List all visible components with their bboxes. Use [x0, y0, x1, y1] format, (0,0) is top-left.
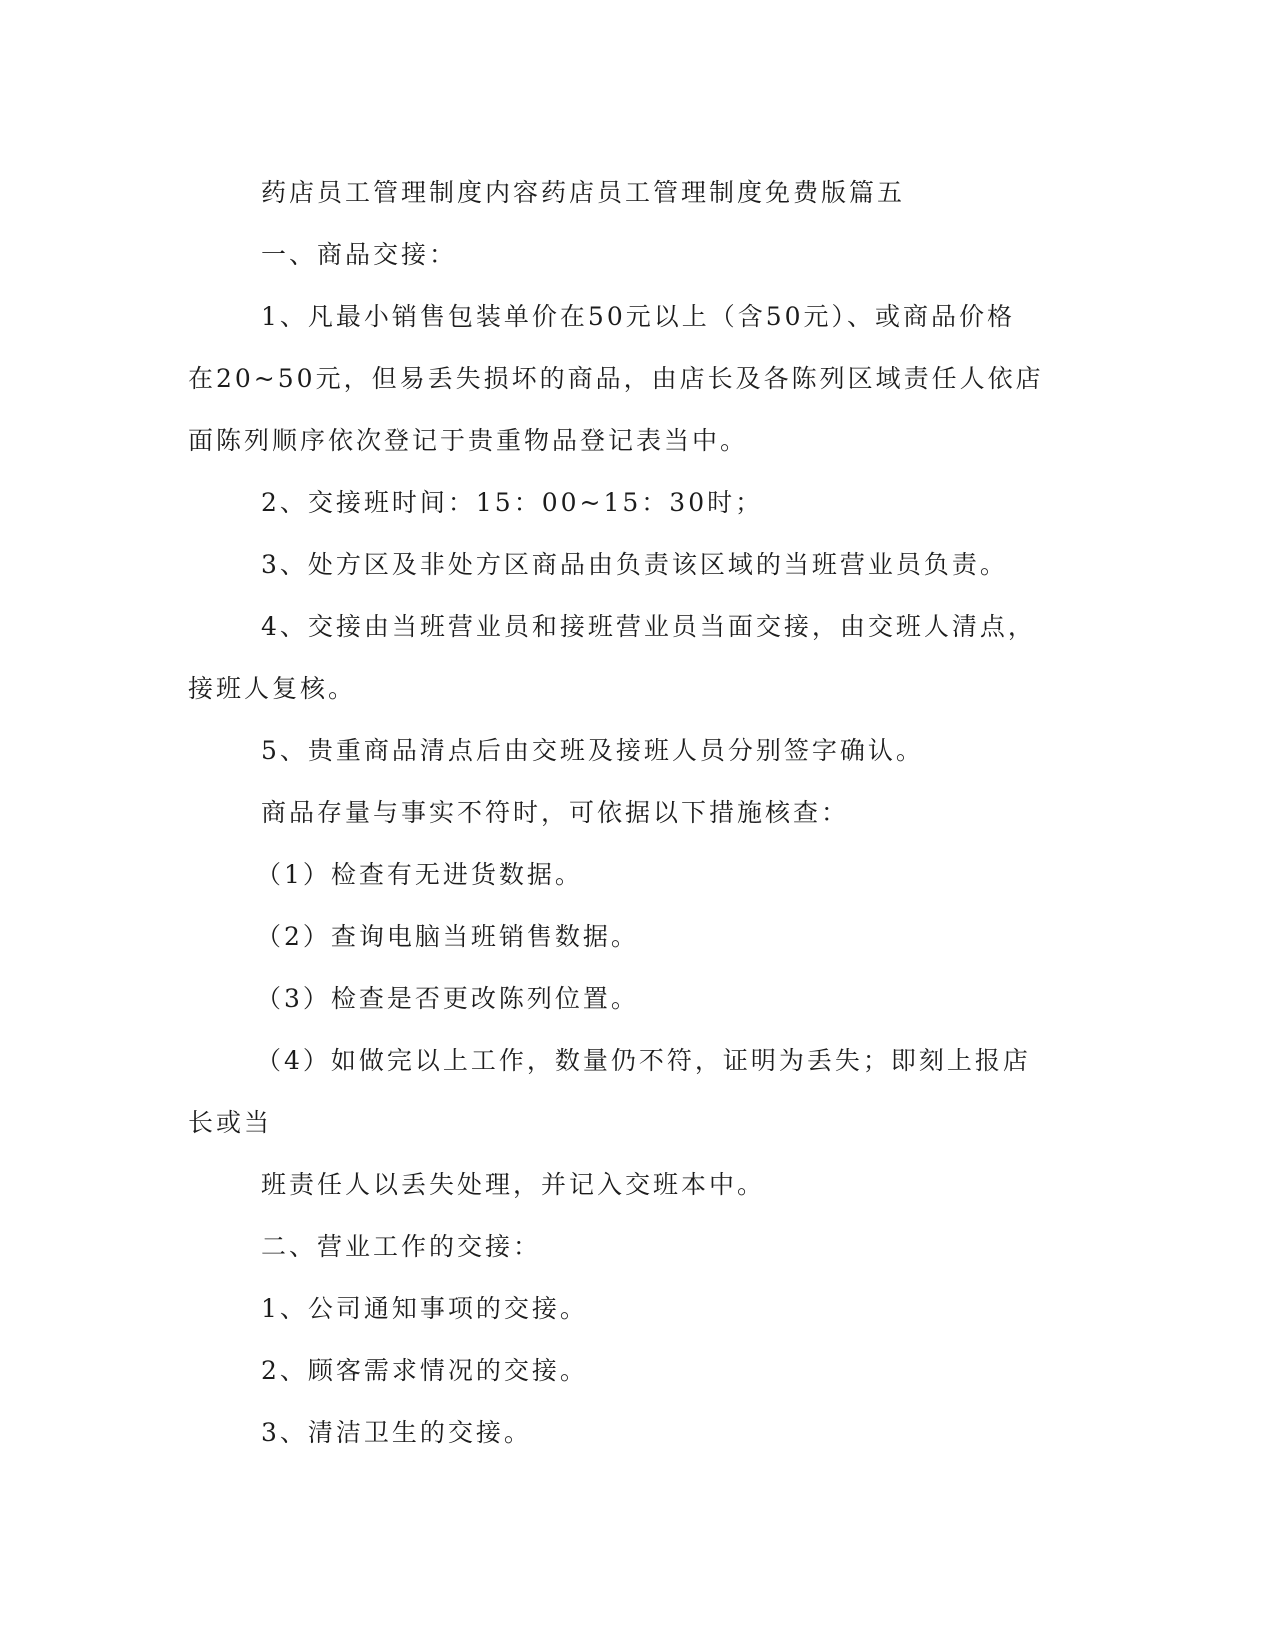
section-heading-1: 一、商品交接： [261, 240, 458, 269]
list-item: （2）查询电脑当班销售数据。 [256, 922, 639, 951]
paragraph-line: 5、贵重商品清点后由交班及接班人员分别签字确认。 [261, 736, 924, 765]
section-heading-2: 二、营业工作的交接： [261, 1232, 542, 1261]
paragraph-line: 1、凡最小销售包装单价在50元以上（含50元）、或商品价格 [261, 302, 1016, 331]
list-item: （4）如做完以上工作，数量仍不符，证明为丢失；即刻上报店 [256, 1046, 1031, 1075]
document-body [188, 162, 1068, 1464]
paragraph-line: 接班人复核。 [188, 674, 357, 703]
paragraph-line: 长或当 [188, 1108, 273, 1137]
list-item: （1）检查有无进货数据。 [256, 860, 583, 889]
paragraph-line: 面陈列顺序依次登记于贵重物品登记表当中。 [188, 426, 749, 455]
list-item: 2、顾客需求情况的交接。 [261, 1356, 588, 1385]
list-item: （3）检查是否更改陈列位置。 [256, 984, 639, 1013]
document-title: 药店员工管理制度内容药店员工管理制度免费版篇五 [261, 178, 906, 207]
paragraph-line: 在20~50元，但易丢失损坏的商品，由店长及各陈列区域责任人依店 [188, 364, 1044, 393]
paragraph-line: 3、处方区及非处方区商品由负责该区域的当班营业员负责。 [261, 550, 1008, 579]
paragraph-line: 商品存量与事实不符时，可依据以下措施核查： [261, 798, 850, 827]
list-item: 1、公司通知事项的交接。 [261, 1294, 588, 1323]
paragraph-line: 4、交接由当班营业员和接班营业员当面交接，由交班人清点， [261, 612, 1036, 641]
paragraph-line: 班责任人以丢失处理，并记入交班本中。 [261, 1170, 766, 1199]
paragraph-line: 2、交接班时间：15：00~15：30时； [261, 488, 764, 517]
list-item: 3、清洁卫生的交接。 [261, 1418, 532, 1447]
